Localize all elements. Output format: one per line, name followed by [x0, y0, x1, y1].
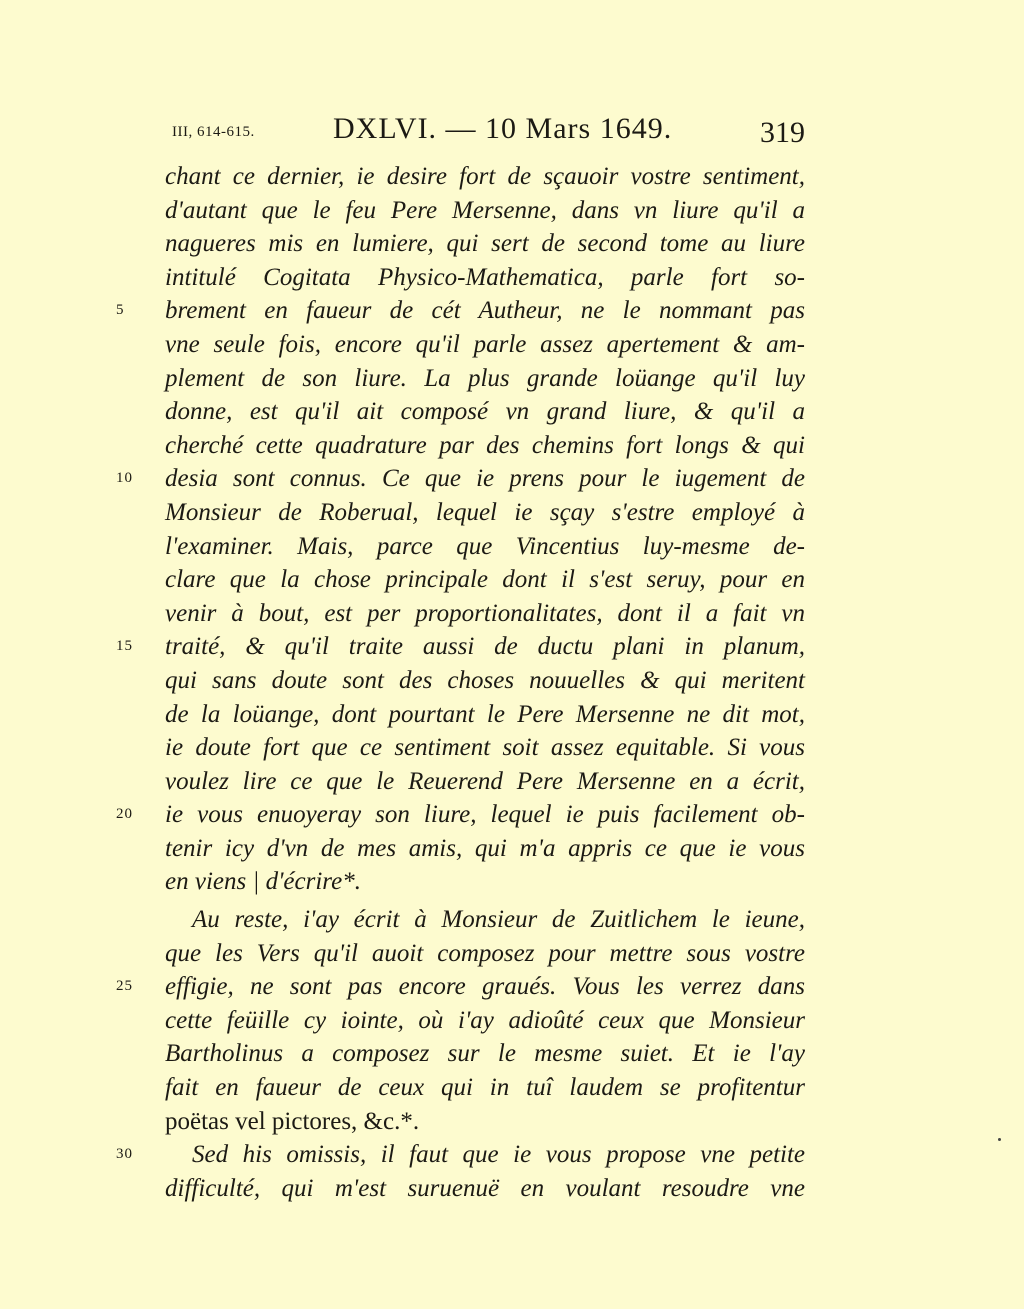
line-text: poëtas vel pictores, &c.*. — [165, 1107, 420, 1135]
text-line — [0, 395, 1024, 429]
text-line — [0, 261, 1024, 295]
line-text: d'autant que le feu Pere Mersenne, dans vn liure qu'il a — [165, 196, 805, 224]
line-text: effigie, ne sont pas encore graués. Vous les verrez dans — [165, 973, 805, 1001]
text-line — [0, 1138, 1024, 1172]
text-line — [0, 328, 1024, 362]
line-number: 15 — [116, 638, 133, 655]
line-text: cherché cette quadrature par des chemins fort longs & qui — [165, 431, 805, 459]
text-line — [0, 798, 1024, 832]
line-text: tenir icy d'vn de mes amis, qui m'a appris ce que ie vous — [165, 834, 805, 862]
line-text: difficulté, qui m'est suruenuë en voulant resoudre vne — [165, 1174, 805, 1202]
line-text: cette feüille cy iointe, où i'ay adioûté ceux que Monsieur — [165, 1006, 805, 1034]
line-text: vne seule fois, encore qu'il parle assez apertement & am- — [165, 330, 805, 358]
line-text: de la loüange, dont pourtant le Pere Mersenne ne dit mot, — [165, 700, 805, 728]
text-line — [0, 194, 1024, 228]
text-line — [0, 731, 1024, 765]
line-text: ie doute fort que ce sentiment soit assez equitable. Si vous — [165, 734, 805, 762]
text-line — [0, 530, 1024, 564]
line-text: venir à bout, est per proportionalitates, dont il a fait vn — [165, 599, 805, 627]
text-line — [0, 496, 1024, 530]
line-number: 10 — [116, 470, 133, 487]
line-text: ie vous enuoyeray son liure, lequel ie puis facilement ob- — [165, 801, 805, 829]
text-line — [0, 903, 1024, 937]
line-text: voulez lire ce que le Reuerend Pere Mersenne en a écrit, — [165, 767, 805, 795]
header-reference: III, 614-615. — [172, 124, 255, 140]
text-line — [0, 1172, 1024, 1206]
page-number: 319 — [760, 116, 805, 149]
line-number: 30 — [116, 1146, 133, 1163]
text-line — [0, 1037, 1024, 1071]
text-line — [0, 160, 1024, 194]
text-line — [0, 765, 1024, 799]
text-line — [0, 832, 1024, 866]
text-line — [0, 970, 1024, 1004]
line-text: clare que la chose principale dont il s'est seruy, pour en — [165, 566, 805, 594]
line-text: en viens | d'écrire*. — [165, 868, 361, 896]
text-line — [0, 462, 1024, 496]
line-text: Monsieur de Roberual, lequel ie sçay s'estre employé à — [165, 498, 805, 526]
text-line — [0, 362, 1024, 396]
line-text: desia sont connus. Ce que ie prens pour le iugement de — [165, 465, 805, 493]
text-line — [0, 865, 1024, 899]
text-line — [0, 1004, 1024, 1038]
line-number: 5 — [116, 302, 125, 319]
line-text: fait en faueur de ceux qui in tuî laudem se profitentur — [165, 1074, 805, 1102]
text-line — [0, 563, 1024, 597]
stray-mark — [998, 1138, 1001, 1141]
line-text: l'examiner. Mais, parce que Vincentius luy-mesme de- — [165, 532, 805, 560]
line-text: brement en faueur de cét Autheur, ne le nommant pas — [165, 297, 805, 325]
text-line — [0, 429, 1024, 463]
text-line — [0, 294, 1024, 328]
text-line — [0, 1105, 1024, 1139]
line-number: 25 — [116, 978, 133, 995]
header-title: DXLVI. — 10 Mars 1649. — [333, 112, 673, 145]
line-text: intitulé Cogitata Physico-Mathematica, parle fort so- — [165, 263, 805, 291]
body-text — [0, 160, 1024, 1205]
page-header — [0, 112, 1024, 152]
text-line — [0, 664, 1024, 698]
line-text: qui sans doute sont des choses nouuelles & qui meritent — [165, 666, 805, 694]
line-number: 20 — [116, 806, 133, 823]
line-text: plement de son liure. La plus grande loüange qu'il luy — [165, 364, 805, 392]
line-text: traité, & qu'il traite aussi de ductu plani in planum, — [165, 633, 805, 661]
line-text: donne, est qu'il ait composé vn grand liure, & qu'il a — [165, 398, 805, 426]
text-line — [0, 597, 1024, 631]
line-text: chant ce dernier, ie desire fort de sçauoir vostre sentiment, — [165, 163, 805, 190]
line-text: Au reste, i'ay écrit à Monsieur de Zuitlichem le ieune, — [192, 906, 805, 934]
line-text: nagueres mis en lumiere, qui sert de second tome au liure — [165, 230, 805, 258]
line-text: que les Vers qu'il auoit composez pour mettre sous vostre — [165, 939, 805, 967]
text-line — [0, 1071, 1024, 1105]
text-line — [0, 698, 1024, 732]
line-text: Bartholinus a composez sur le mesme suiet. Et ie l'ay — [165, 1040, 805, 1068]
text-line — [0, 630, 1024, 664]
text-line — [0, 937, 1024, 971]
line-text: Sed his omissis, il faut que ie vous propose vne petite — [192, 1141, 805, 1169]
text-line — [0, 227, 1024, 261]
